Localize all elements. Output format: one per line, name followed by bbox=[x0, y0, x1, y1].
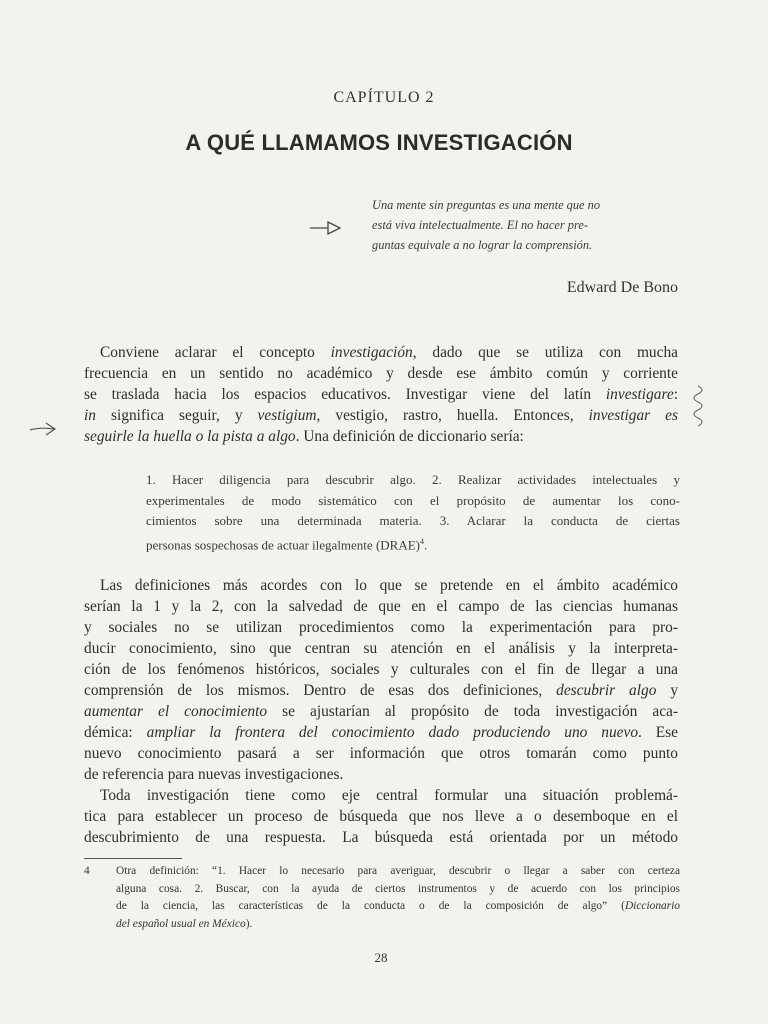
paragraph-1: Conviene aclarar el concepto investigación, dado que se utiliza con mucha frecuencia en un sentido no académico y desde ese ámbito común y corriente se traslada hacia los espacios educativos. Investigar viene del latín investigare: in significa seguir, y vestigium, vestigio, rastro, huella. Entonces, investigar es seguirle la huella o la pista a algo. Una definición de diccionario sería: bbox=[84, 344, 678, 445]
epigraph-quote bbox=[372, 195, 680, 255]
dictionary-definition-block: 1. Hacer diligencia para descubrir algo. 2. Realizar actividades intelectuales y experimentales de modo sistemático con el propósito de aumentar los cono- cimientos sobre una determinada materia. 3. Aclarar la conducta de ciertas personas sospechosas de actuar ilegalmente (DRAE)$^4$. bbox=[146, 472, 680, 552]
handwritten-arrow-icon bbox=[308, 220, 342, 236]
handwritten-margin-arrow-icon bbox=[28, 420, 58, 438]
chapter-title: A QUÉ LLAMAMOS INVESTIGACIÓN bbox=[185, 130, 573, 155]
epigraph-line: Una mente sin preguntas es una mente que no bbox=[372, 198, 601, 212]
footnote-number: 4 bbox=[84, 865, 90, 877]
chapter-label: CAPÍTULO 2 bbox=[333, 89, 435, 106]
epigraph-line: está viva intelectualmente. El no hacer pre- bbox=[372, 218, 588, 232]
paragraph-2: Las definiciones más acordes con lo que se pretende en el ámbito académico serían la 1 y la 2, con la salvedad de que en el campo de las ciencias humanas y sociales no se utilizan procedimientos como la experimentación para pro- ducir conocimiento, sino que centran su atención en el análisis y la interpreta- ción de los fenómenos históricos, sociales y culturales con el fin de llegar a una comprensión de los mismos. Dentro de esas dos definiciones, descubrir algo y aumentar el conocimiento se ajustarían al propósito de toda investigación aca- démica: ampliar la frontera del conocimiento dado produciendo uno nuevo. Ese nuevo conocimiento pasará a ser información que otros tomarán como punto de referencia para nuevas investigaciones. bbox=[84, 577, 679, 783]
paragraph-3: Toda investigación tiene como eje central formular una situación problemá- tica para establecer un proceso de búsqueda que nos lleve a o desemboque en el descubrimiento de una respuesta. La búsqueda está orientada por un método bbox=[84, 787, 678, 846]
footnote-divider bbox=[84, 858, 182, 859]
epigraph-line: guntas equivale a no lograr la comprensión. bbox=[372, 238, 593, 252]
page-number: 28 bbox=[374, 950, 388, 965]
book-page: CAPÍTULO 2 A QUÉ LLAMAMOS INVESTIGACIÓN Una mente sin preguntas es una mente que no está viva intelectualmente. El no hacer pre- guntas equivale a no lograr la comprensión. Edward De Bono Conviene aclarar el concepto investigación, dado que se utiliza con mucha frecuencia en un sentido no académico y desde ese ámbito común y corriente se traslada hacia los espacios educativos. Investigar viene del latín investigare: in significa seguir, y vestigium, vestigio, rastro, huella. Entonces, investigar es seguirle la huella o la pista a algo. Una definición de diccionario sería: 1. Hacer diligencia para descubrir algo. 2. Realizar actividades intelectuales y experimentales de modo sistemático con el propósito de aumentar los cono- cimientos sobre una determinada materia. 3. Aclarar la conducta de ciertas personas sospechosas de actuar ilegalmente (DRAE)$^4$. Las definiciones más acordes con lo que se pretende en el ámbito académico serían la 1 y la 2, con la salvedad de que en el campo de las ciencias humanas y sociales no se utilizan procedimientos como la experimentación para pro- ducir conocimiento, sino que centran su atención en el análisis y la interpreta- ción de los fenómenos históricos, sociales y culturales con el fin de llegar a una comprensión de los mismos. Dentro de esas dos definiciones, descubrir algo y aumentar el conocimiento se ajustarían al propósito de toda investigación aca- démica: ampliar la frontera del conocimiento dado produciendo uno nuevo. Ese nuevo conocimiento pasará a ser información que otros tomarán como punto de referencia para nuevas investigaciones. Toda investigación tiene como eje central formular una situación problemá- tica para establecer un proceso de búsqueda que nos lleve a o desemboque en el descubrimiento de una respuesta. La búsqueda está orientada por un método 4 Otra definición: “1. Hacer lo necesario para averiguar, descubrir o llegar a saber con certeza alguna cosa. 2. Buscar, con la ayuda de ciertos instrumentos y de acuerdo con los principios de la ciencia, las características de la conducta o de la composición de algo” (Diccionario del español usual en México). 28 bbox=[0, 0, 768, 1024]
epigraph-author: Edward De Bono bbox=[566, 279, 678, 296]
handwritten-squiggle-icon bbox=[690, 384, 710, 430]
footnote-reference[interactable]: 4 bbox=[420, 536, 424, 546]
